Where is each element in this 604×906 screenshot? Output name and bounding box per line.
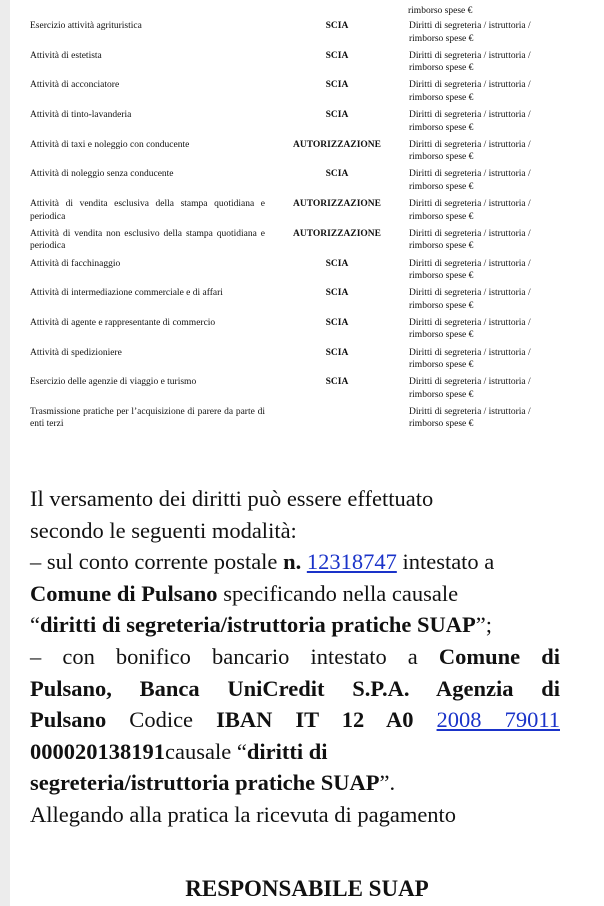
procedure-type-cell: AUTORIZZAZIONE [293,199,381,210]
fee-line-1: Diritti di segreteria / istruttoria / [409,169,531,180]
table-row [30,228,560,258]
activity-cell: Attività di agente e rappresentante di commercio [30,317,216,328]
table-row [30,109,560,139]
fee-line-1: Diritti di segreteria / istruttoria / [409,317,531,328]
activity-cell: Attività di tinto-lavanderia [30,110,132,121]
table-row [30,20,560,50]
fee-line-2: rimborso spese € [409,300,474,311]
fee-line-2: rimborso spese € [409,63,474,74]
activity-cell: Attività di acconciatore [30,80,120,91]
fee-cell [409,258,560,288]
fee-line-2: rimborso spese € [409,152,474,163]
fees-table [30,20,560,436]
bank-line-2: Pulsano, Banca UniCredit S.P.A. Agenzia di [30,675,560,701]
procedure-type-cell: SCIA [325,21,349,31]
activity-cell: Attività di estetista [30,50,102,61]
fee-line-1: Diritti di segreteria / istruttoria / [409,377,531,388]
procedure-type-cell: AUTORIZZAZIONE [293,228,381,239]
left-margin-strip [0,0,10,906]
fee-line-2: rimborso spese € [409,92,474,103]
postal-comune-line: Comune di Pulsano specificando nella causale [30,580,459,606]
activity-cell: Attività di intermediazione commerciale e di affari [30,288,223,299]
payment-intro-line-2: secondo le seguenti modalità: [30,517,297,543]
fee-line-2: rimborso spese € [409,330,474,341]
fee-cell [409,228,560,258]
fee-line-2: rimborso spese € [409,389,474,400]
fee-line-1: Diritti di segreteria / istruttoria / [409,288,531,299]
fee-line-2: rimborso spese € [409,181,474,192]
procedure-type-cell: SCIA [325,110,349,121]
table-row [30,287,560,317]
fee-line-1: Diritti di segreteria / istruttoria / [409,199,531,210]
footer-title: RESPONSABILE SUAP [185,876,429,901]
fee-cell [409,287,560,317]
activity-cell: Attività di noleggio senza conducente [30,169,174,180]
fee-line-1: Diritti di segreteria / istruttoria / [409,21,531,31]
fee-line-1: Diritti di segreteria / istruttoria / [409,139,531,150]
table-row [30,139,560,169]
bank-line-4: 000020138191causale “diritti di [30,738,328,764]
iban-link[interactable]: 2008 79011 [436,707,560,733]
fee-line-2: rimborso spese € [409,33,474,44]
table-row [30,168,560,198]
table-row [30,317,560,347]
procedure-type-cell: SCIA [325,317,349,328]
fee-line-1: Diritti di segreteria / istruttoria / [409,347,531,358]
procedure-type-cell: SCIA [325,50,349,61]
fee-line-1: Diritti di segreteria / istruttoria / [409,228,531,239]
fee-line-1: Diritti di segreteria / istruttoria / [409,258,531,269]
bank-line-3: Pulsano Codice IBAN IT 12 A0 2008 79011 [30,707,560,733]
table-row [30,50,560,80]
procedure-type-cell: SCIA [325,80,349,91]
fee-line-2: rimborso spese € [409,211,474,222]
activity-cell: Attività di facchinaggio [30,258,121,269]
fee-cell [409,376,560,406]
activity-cell: Attività di vendita esclusiva della stampa quotidiana e periodica [30,199,265,222]
procedure-type-cell: SCIA [325,347,349,358]
payment-intro-line-1: Il versamento dei diritti può essere effettuato [30,486,434,511]
bank-line-5: segreteria/istruttoria pratiche SUAP”. [30,770,396,796]
procedure-type-cell: SCIA [325,169,349,180]
bank-line-1: – con bonifico bancario intestato a Comune di [30,643,560,669]
activity-cell: Attività di taxi e noleggio con conducente [30,139,190,150]
fee-cell [409,198,560,228]
procedure-type-cell [265,406,409,436]
fee-line-2: rimborso spese € [409,122,474,133]
activity-cell: Trasmissione pratiche per l’acquisizione di parere da parte di enti terzi [30,406,265,430]
table-row [30,258,560,288]
fee-line-1: Diritti di segreteria / istruttoria / [409,80,531,91]
previous-row-fee-fragment: rimborso spese € [408,6,473,16]
document-page [10,0,604,906]
fee-line-2: rimborso spese € [409,419,474,430]
table-row [30,347,560,377]
procedure-type-cell: AUTORIZZAZIONE [293,139,381,150]
fee-cell [409,168,560,198]
fee-cell [409,406,560,436]
fee-line-1: Diritti di segreteria / istruttoria / [409,406,531,417]
activity-cell: Attività di vendita non esclusivo della stampa quotidiana e periodica [30,228,265,252]
postal-causale-line: “diritti di segreteria/istruttoria pratiche SUAP”; [30,612,492,638]
fee-cell [409,317,560,347]
activity-cell: Esercizio delle agenzie di viaggio e turismo [30,377,197,388]
fee-cell [409,347,560,377]
postal-line: – sul conto corrente postale n. 12318747 intestato a [30,549,495,575]
fee-cell [409,20,560,50]
fee-cell [409,50,560,80]
table-row [30,406,560,436]
fee-line-2: rimborso spese € [409,271,474,281]
fee-cell [409,139,560,169]
fee-line-2: rimborso spese € [409,360,474,371]
fee-cell [409,109,560,139]
fee-line-1: Diritti di segreteria / istruttoria / [409,50,531,61]
fee-line-2: rimborso spese € [409,241,474,252]
attach-receipt-line: Allegando alla pratica la ricevuta di pagamento [30,801,457,827]
procedure-type-cell: SCIA [325,377,349,388]
procedure-type-cell: SCIA [325,258,349,269]
postal-account-link[interactable]: 12318747 [306,549,397,575]
activity-cell: Attività di spedizioniere [30,347,122,358]
table-row [30,79,560,109]
table-row [30,376,560,406]
fee-cell [409,79,560,109]
procedure-type-cell: SCIA [325,288,349,299]
activity-cell: Esercizio attività agrituristica [30,21,142,31]
payment-instructions [30,483,560,831]
table-row [30,198,560,228]
fee-line-1: Diritti di segreteria / istruttoria / [409,110,531,121]
